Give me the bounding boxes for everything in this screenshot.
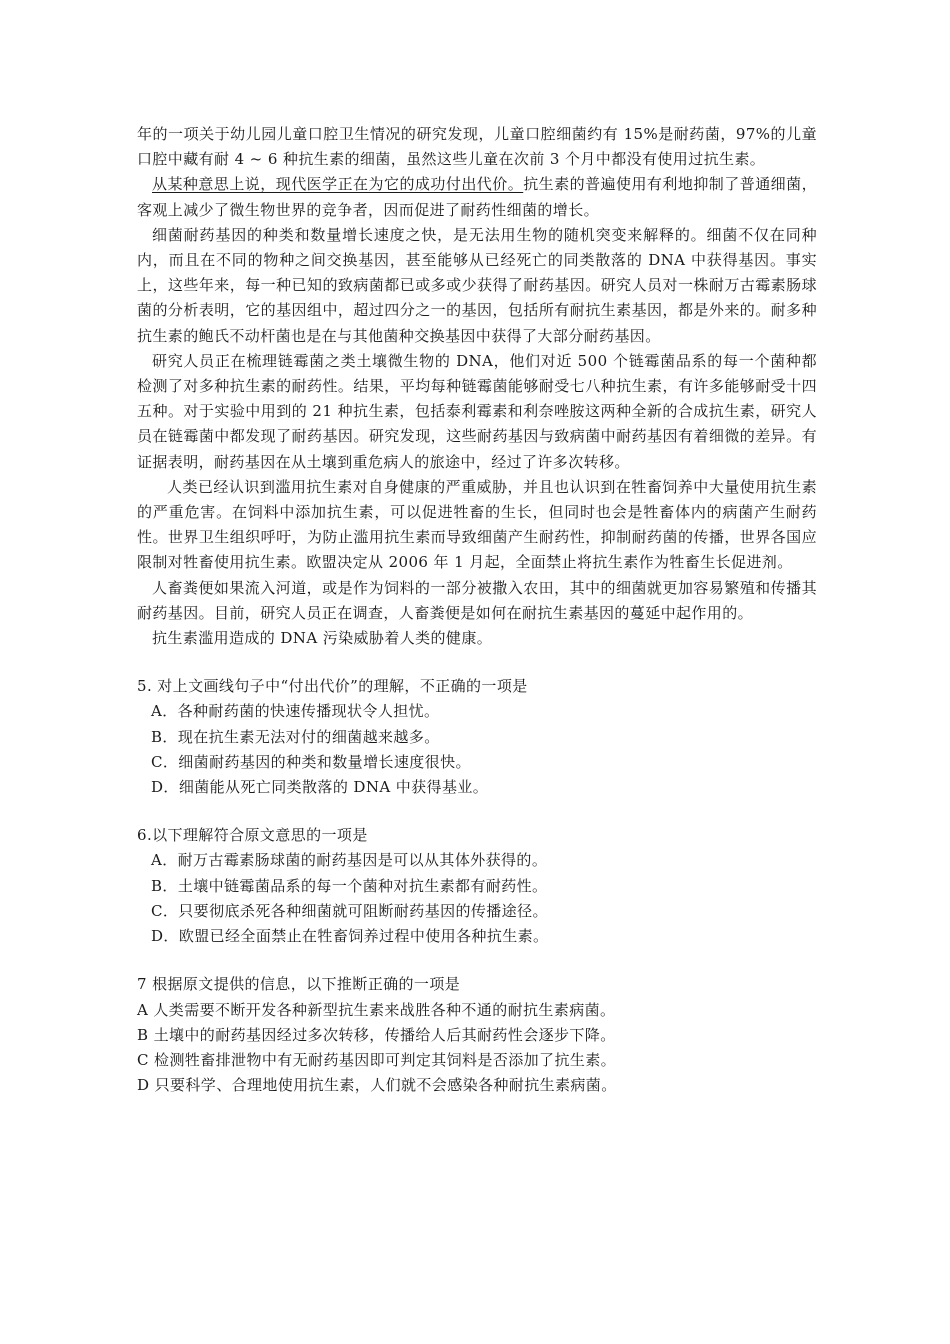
question-6 (137, 823, 817, 949)
question-stem: 7 根据原文提供的信息，以下推断正确的一项是 (137, 975, 461, 994)
question-stem: 6.以下理解符合原文意思的一项是 (137, 826, 368, 845)
paragraph-5: 人类已经认识到滥用抗生素对自身健康的严重威胁，并且也认识到在牲畜饲养中大量使用抗生素的严重危害。在饲料中添加抗生素，可以促进牲畜的生长，但同时也会是牲畜体内的病菌产生耐药性。世界卫生组织呼吁，为防止滥用抗生素而导致细菌产生耐药性，抑制耐药菌的传播，世界各国应限制对牲畜使用抗生素。欧盟决定从 2006 年 1 月起，全面禁止将抗生素作为牲畜生长促进剂。 (137, 477, 817, 572)
option-b: B 土壤中的耐药基因经过多次转移，传播给人后其耐药性会逐步下降。 (137, 1025, 616, 1044)
option-c: C．只要彻底杀死各种细菌就可阻断耐药基因的传播途径。 (151, 901, 548, 920)
paragraph-3: 细菌耐药基因的种类和数量增长速度之快，是无法用生物的随机突变来解释的。细菌不仅在同种内，而且在不同的物种之间交换基因，甚至能够从已经死亡的同类散落的 DNA 中获得基因。事实上，这些年来，每一种已知的致病菌都已或多或少获得了耐药基因。研究人员对一株耐万古霉素肠球菌的分析表明，它的基因组中，超过四分之一的基因，包括所有耐抗生素基因，都是外来的。耐多种抗生素的鲍氏不动杆菌也是在与其他菌种交换基因中获得了大部分耐药基因。 (137, 225, 817, 345)
paragraph-6: 人畜粪便如果流入河道，或是作为饲料的一部分被撒入农田，其中的细菌就更加容易繁殖和传播其耐药基因。目前，研究人员正在调查，人畜粪便是如何在耐抗生素基因的蔓延中起作用的。 (137, 578, 817, 622)
question-7 (137, 972, 817, 1098)
option-d: D．欧盟已经全面禁止在牲畜饲养过程中使用各种抗生素。 (151, 927, 549, 946)
question-stem: 5. 对上文画线句子中“付出代价”的理解，不正确的一项是 (137, 677, 528, 696)
option-b: B．土壤中链霉菌品系的每一个菌种对抗生素都有耐药性。 (151, 876, 548, 895)
option-d: D 只要科学、合理地使用抗生素，人们就不会感染各种耐抗生素病菌。 (137, 1076, 617, 1095)
paragraph-4: 研究人员正在梳理链霉菌之类土壤微生物的 DNA，他们对近 500 个链霉菌品系的每一个菌种都检测了对多种抗生素的耐药性。结果，平均每种链霉菌能够耐受七八种抗生素，有许多能够耐受十四五种。对于实验中用到的 21 种抗生素，包括泰利霉素和利奈唑胺这两种全新的合成抗生素，研究人员在链霉菌中都发现了耐药基因。研究发现，这些耐药基因与致病菌中耐药基因有着细微的差异。有证据表明，耐药基因在从土壤到重危病人的旅途中，经过了许多次转移。 (137, 351, 817, 471)
option-a: A 人类需要不断开发各种新型抗生素来战胜各种不通的耐抗生素病菌。 (137, 1000, 616, 1019)
underlined-sentence: 从某种意思上说，现代医学正在为它的成功付出代价。 (152, 175, 524, 194)
paragraph-7: 抗生素滥用造成的 DNA 污染威胁着人类的健康。 (152, 629, 493, 648)
paragraph-2-rest: 抗生素的普遍使用有利地抑制了普通细菌，客观上减少了微生物世界的竞争者，因而促进了耐药性细菌的增长。 (137, 175, 817, 219)
option-a: A．耐万古霉素肠球菌的耐药基因是可以从其体外获得的。 (151, 851, 548, 870)
option-d: D．细菌能从死亡同类散落的 DNA 中获得基业。 (151, 778, 489, 797)
option-c: C．细菌耐药基因的种类和数量增长速度很快。 (151, 752, 471, 771)
paragraph-1: 年的一项关于幼儿园儿童口腔卫生情况的研究发现，儿童口腔细菌约有 15%是耐药菌，97%的儿童口腔中藏有耐 4 ~ 6 种抗生素的细菌，虽然这些儿童在次前 3 个月中都没有使用过抗生素。 (137, 125, 817, 169)
option-c: C 检测牲畜排泄物中有无耐药基因即可判定其饲料是否添加了抗生素。 (137, 1050, 617, 1069)
option-a: A．各种耐药菌的快速传播现状令人担忧。 (151, 702, 440, 721)
paragraph-2 (137, 172, 817, 222)
reading-passage (137, 122, 817, 1098)
option-b: B．现在抗生素无法对付的细菌越来越多。 (151, 727, 440, 746)
question-5 (137, 674, 817, 800)
